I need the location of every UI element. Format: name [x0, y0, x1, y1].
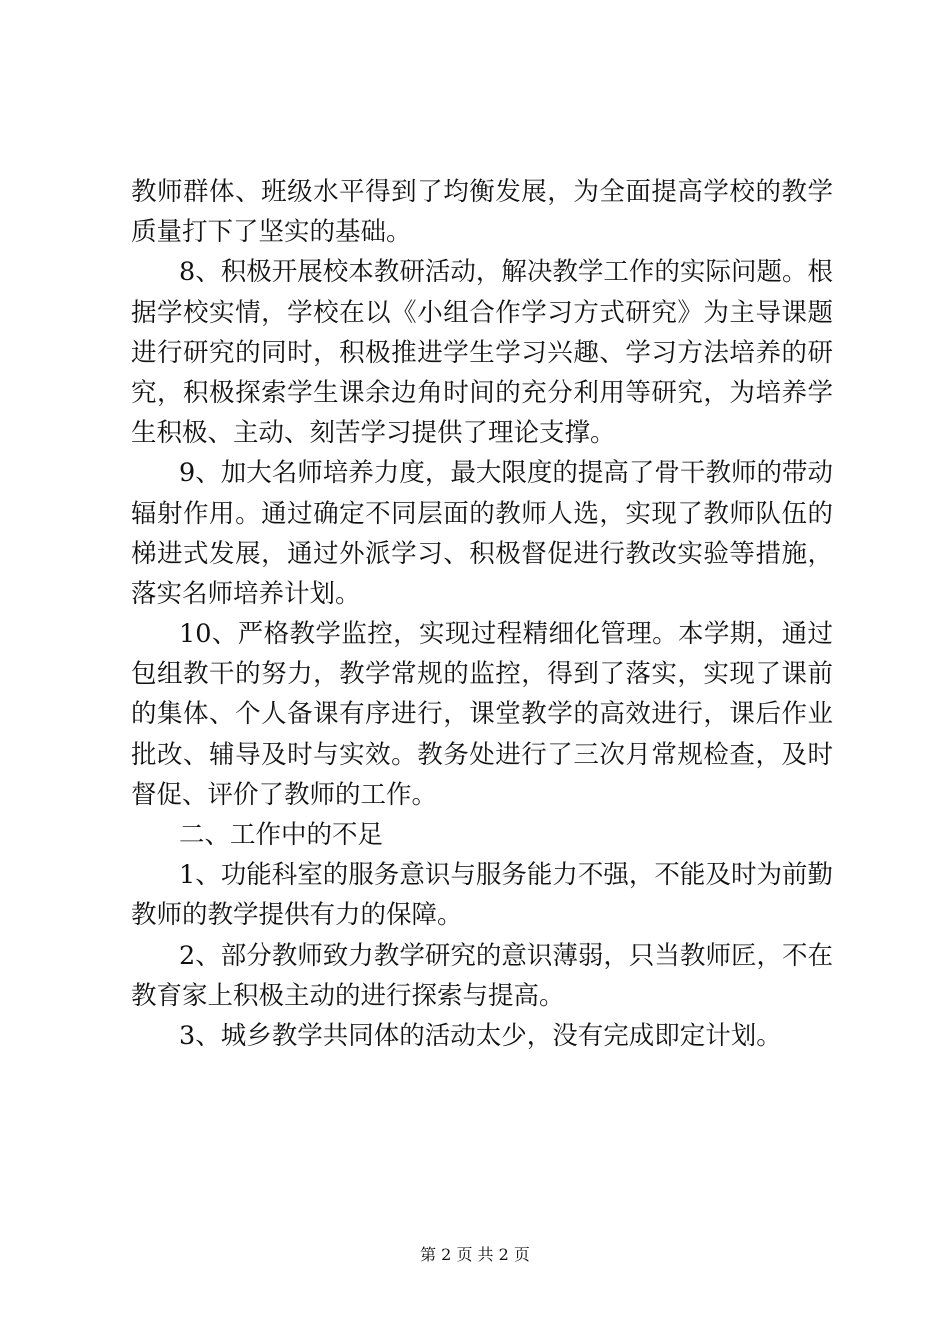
text-line: 落实名师培养计划。: [131, 578, 361, 609]
paragraph-8-start: 8、积极开展校本教研活动，解决教学工作的实际问题。根: [179, 257, 833, 288]
paragraph-9-start: 9、加大名师培养力度，最大限度的提高了骨干教师的带动: [179, 458, 833, 489]
text-line: 批改、辅导及时与实效。教务处进行了三次月常规检查，及时: [131, 739, 833, 770]
text-line: 包组教干的努力，教学常规的监控，得到了落实，实现了课前: [131, 659, 833, 690]
text-line: 的集体、个人备课有序进行，课堂教学的高效进行，课后作业: [131, 699, 833, 730]
shortcoming-3: 3、城乡教学共同体的活动太少，没有完成即定计划。: [179, 1020, 782, 1051]
text-line: 教育家上积极主动的进行探索与提高。: [131, 980, 565, 1011]
page-footer: 第 2 页 共 2 页: [420, 1245, 530, 1264]
text-line: 究，积极探索学生课余边角时间的充分利用等研究，为培养学: [131, 377, 833, 408]
text-line: 生积极、主动、刻苦学习提供了理论支撑。: [131, 418, 616, 449]
text-line: 据学校实情，学校在以《小组合作学习方式研究》为主导课题: [131, 297, 833, 328]
section-heading: 二、工作中的不足: [179, 820, 384, 850]
text-line: 教师的教学提供有力的保障。: [131, 900, 463, 931]
text-line: 梯进式发展，通过外派学习、积极督促进行教改实验等措施，: [131, 538, 833, 569]
text-line: 督促、评价了教师的工作。: [131, 779, 438, 810]
text-line: 辐射作用。通过确定不同层面的教师人选，实现了教师队伍的: [131, 498, 833, 529]
shortcoming-1-start: 1、功能科室的服务意识与服务能力不强，不能及时为前勤: [179, 860, 833, 891]
shortcoming-2-start: 2、部分教师致力教学研究的意识薄弱，只当教师匠，不在: [179, 940, 833, 971]
text-line: 进行研究的同时，积极推进学生学习兴趣、学习方法培养的研: [131, 337, 833, 368]
paragraph-10-start: 10、严格教学监控，实现过程精细化管理。本学期，通过: [179, 619, 833, 650]
text-line: 质量打下了坚实的基础。: [131, 217, 412, 248]
text-line: 教师群体、班级水平得到了均衡发展，为全面提高学校的教学: [131, 177, 833, 207]
document-body: [131, 172, 833, 1056]
